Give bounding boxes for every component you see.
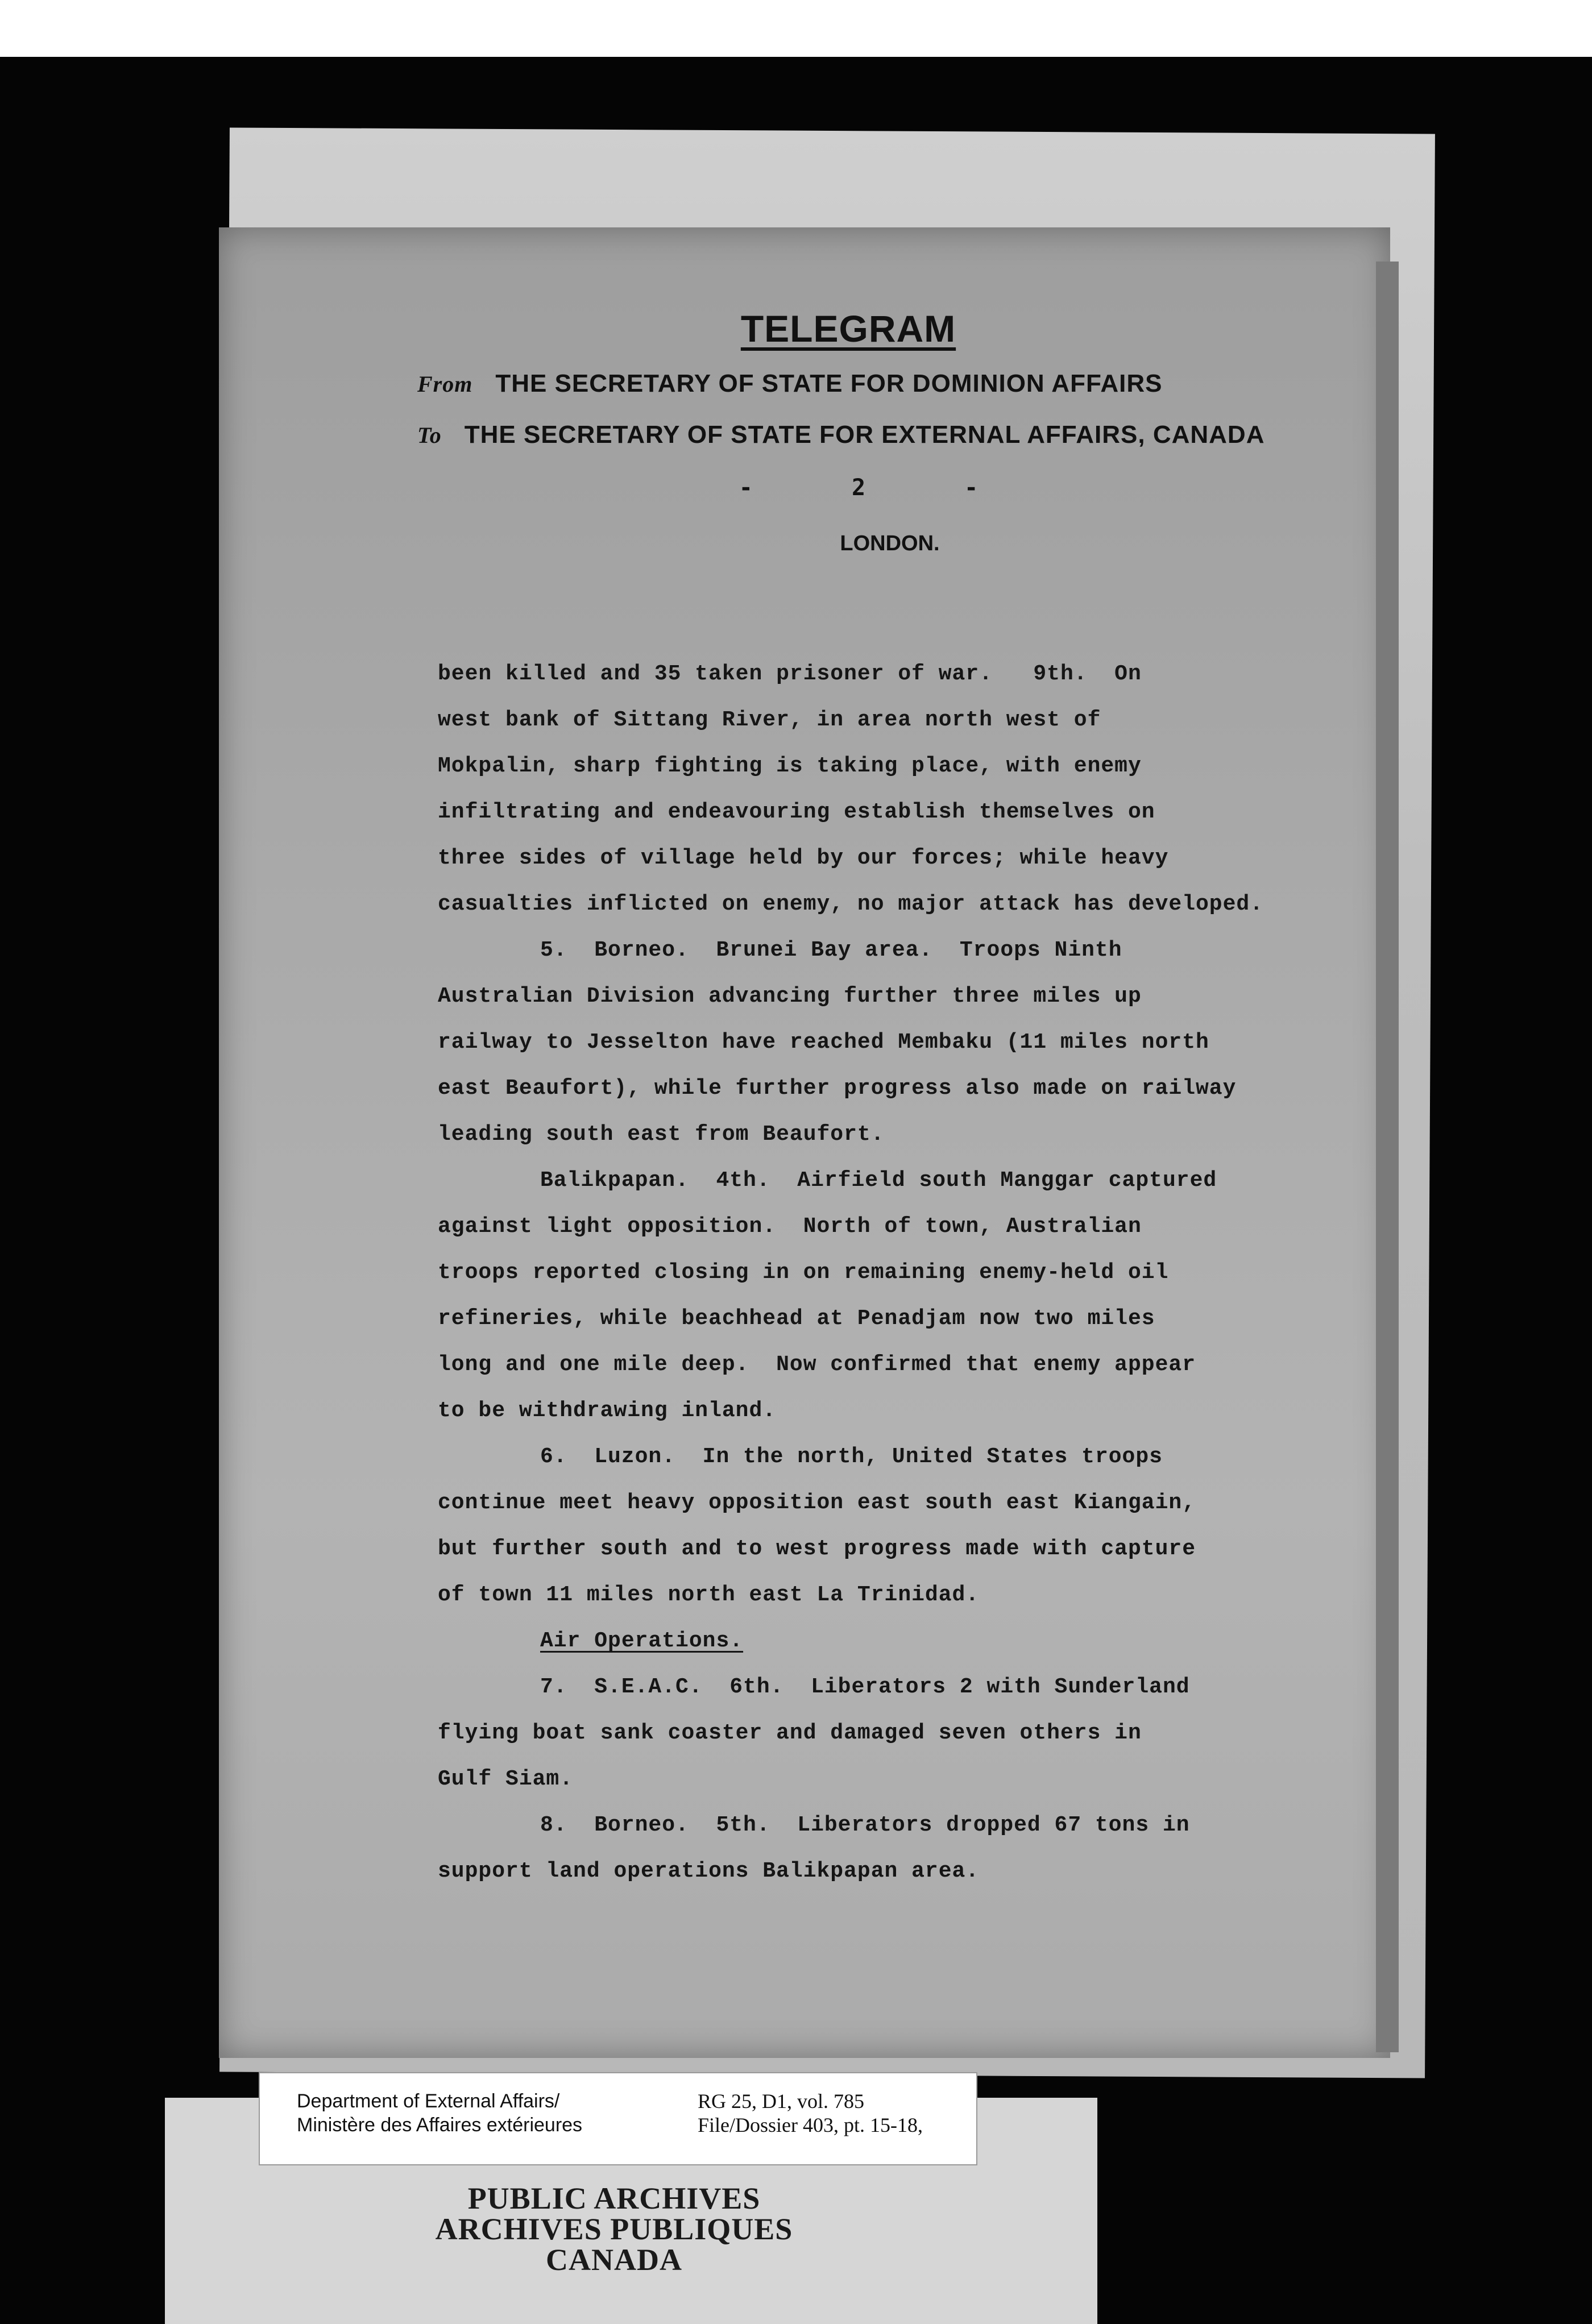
department-en: Department of External Affairs/ bbox=[297, 2090, 560, 2112]
air-operations-heading: Air Operations. bbox=[540, 1629, 744, 1653]
body-line: to be withdrawing inland. bbox=[438, 1398, 777, 1423]
stamp-line-country: CANADA bbox=[546, 2243, 682, 2277]
body-line: railway to Jesselton have reached Membaku (11 miles north bbox=[438, 1030, 1209, 1055]
body-line: 6. Luzon. In the north, United States troops bbox=[540, 1445, 1163, 1469]
body-line: Australian Division advancing further three miles up bbox=[438, 984, 1142, 1009]
body-line: infiltrating and endeavouring establish themselves on bbox=[438, 800, 1155, 824]
body-line: Gulf Siam. bbox=[438, 1767, 574, 1791]
to-prefix: To bbox=[417, 422, 442, 448]
body-line: west bank of Sittang River, in area north west of bbox=[438, 708, 1101, 732]
stamp-line-en: PUBLIC ARCHIVES bbox=[467, 2181, 761, 2215]
body-line: 5. Borneo. Brunei Bay area. Troops Ninth bbox=[540, 938, 1122, 962]
from-sender: THE SECRETARY OF STATE FOR DOMINION AFFAIRS bbox=[495, 370, 1163, 397]
body-line: 7. S.E.A.C. 6th. Liberators 2 with Sunderland bbox=[540, 1675, 1190, 1699]
body-line: east Beaufort), while further progress also made on railway bbox=[438, 1076, 1237, 1101]
to-recipient: THE SECRETARY OF STATE FOR EXTERNAL AFFAIRS, CANADA bbox=[464, 421, 1265, 449]
place-of-origin: LONDON. bbox=[840, 532, 940, 555]
body-line: troops reported closing in on remaining enemy-held oil bbox=[438, 1260, 1169, 1285]
file-dossier-reference: File/Dossier 403, pt. 15-18, bbox=[698, 2114, 923, 2136]
page-number: - 2 - bbox=[739, 475, 979, 501]
body-line: Balikpapan. 4th. Airfield south Manggar captured bbox=[540, 1168, 1217, 1193]
body-line: three sides of village held by our forces; while heavy bbox=[438, 846, 1169, 870]
telegram-body bbox=[438, 651, 1359, 1894]
body-line: long and one mile deep. Now confirmed that enemy appear bbox=[438, 1352, 1196, 1377]
record-group-reference: RG 25, D1, vol. 785 bbox=[698, 2090, 865, 2113]
from-prefix: From bbox=[417, 371, 473, 397]
body-line: been killed and 35 taken prisoner of war. 9th. On bbox=[438, 662, 1142, 686]
department-fr: Ministère des Affaires extérieures bbox=[297, 2114, 583, 2136]
section-heading-air-operations bbox=[438, 1618, 1359, 1664]
department-name bbox=[297, 2089, 582, 2137]
file-reference bbox=[698, 2089, 923, 2137]
body-line: support land operations Balikpapan area. bbox=[438, 1859, 980, 1883]
body-line: leading south east from Beaufort. bbox=[438, 1122, 885, 1147]
public-archives-stamp bbox=[421, 2183, 807, 2275]
from-line bbox=[417, 370, 1163, 398]
body-line: refineries, while beachhead at Penadjam now two miles bbox=[438, 1306, 1155, 1331]
to-line bbox=[417, 421, 1265, 449]
body-line: Mokpalin, sharp fighting is taking place, with enemy bbox=[438, 754, 1142, 778]
archive-reference-card bbox=[259, 2072, 977, 2165]
stamp-line-fr: ARCHIVES PUBLIQUES bbox=[435, 2212, 793, 2246]
body-line: against light opposition. North of town, Australian bbox=[438, 1214, 1142, 1239]
body-line: 8. Borneo. 5th. Liberators dropped 67 tons in bbox=[540, 1813, 1190, 1837]
telegram-title: TELEGRAM bbox=[740, 308, 956, 350]
body-line: casualties inflicted on enemy, no major attack has developed. bbox=[438, 892, 1264, 916]
page-edge-shadow bbox=[1376, 262, 1399, 2052]
body-line: flying boat sank coaster and damaged seven others in bbox=[438, 1721, 1142, 1745]
body-line: but further south and to west progress made with capture bbox=[438, 1537, 1196, 1561]
body-line: of town 11 miles north east La Trinidad. bbox=[438, 1583, 980, 1607]
body-line: continue meet heavy opposition east south east Kiangain, bbox=[438, 1491, 1196, 1515]
